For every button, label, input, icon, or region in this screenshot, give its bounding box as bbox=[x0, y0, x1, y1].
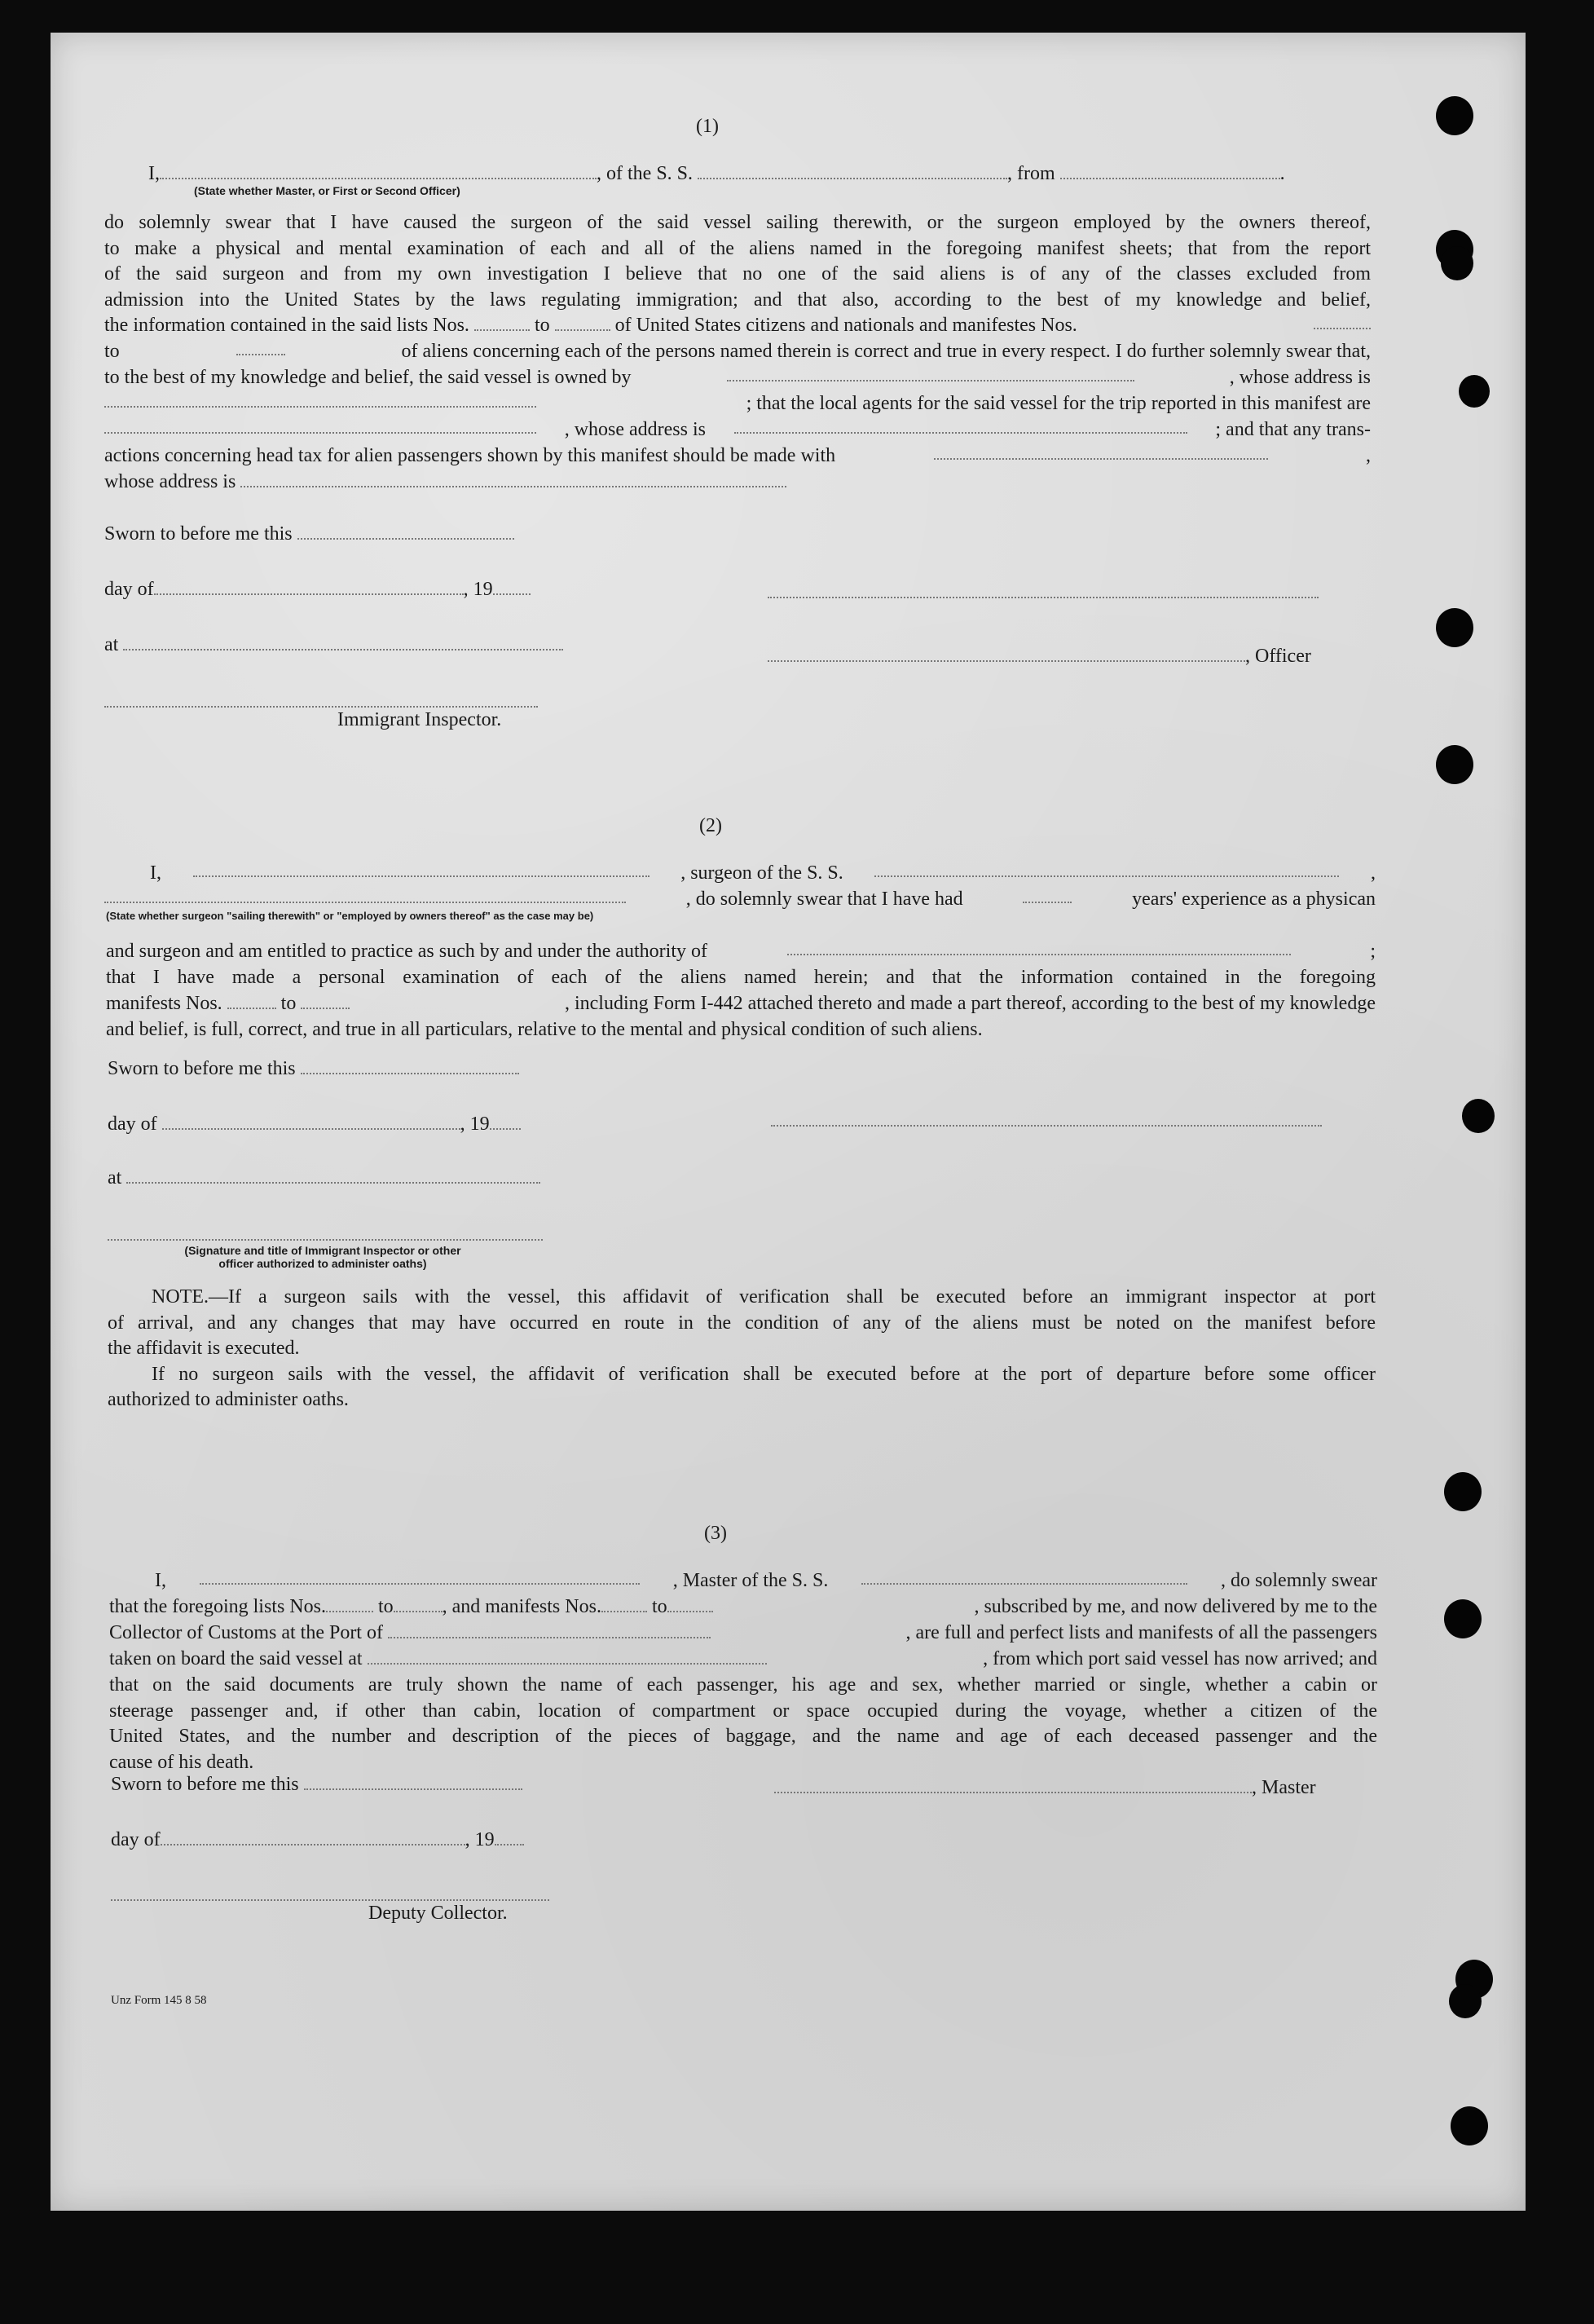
s1-line-whose: , whose address is ; and that any trans- bbox=[104, 417, 1371, 443]
punch-hole bbox=[1449, 1984, 1482, 2018]
punch-hole bbox=[1436, 745, 1473, 784]
s2-sig-note: (Signature and title of Immigrant Inspector or other officer authorized to administer oaths) bbox=[184, 1244, 461, 1270]
s3-line-3: Collector of Customs at the Port of , are full and perfect lists and manifests of all the passengers bbox=[109, 1622, 1377, 1643]
s1-day-of: day of , 19 bbox=[104, 577, 531, 603]
s1-paragraph: do solemnly swear that I have caused the surgeon of the said vessel sailing therewith, or the surgeon employed by the owners thereof, to make a physical and mental examination of each and all of the aliens named in the foregoing manifest sheets; that from the report of the said surgeon and from my own investigation I believe that no one of the said aliens is of any of the classes excluded from admission into the United States by the laws regulating immigration; and that also, according to the best of my knowledge and belief, bbox=[104, 212, 1371, 311]
s1-sworn: Sworn to before me this bbox=[104, 522, 514, 548]
s1-line-actions: actions concerning head tax for alien passengers shown by this manifest should be made with , bbox=[104, 445, 1371, 466]
s1-line-1: I, , of the S. S. , from . bbox=[148, 163, 1285, 184]
s1-at: at bbox=[104, 633, 563, 659]
s2-note: NOTE.—If a surgeon sails with the vessel, this affidavit of verification shall be executed before an immigrant inspector at port of arrival, and any changes that may have occurred en route in the condition of any of the aliens must be noted on the manifest before the affidavit is executed. If no surgeon sails with the vessel, the affidavit of verification shall be executed before at the port of departure before some officer authorized to administer oaths. bbox=[108, 1286, 1376, 1410]
s2-line-5: manifests Nos. to , including Form I-442 attached thereto and made a part thereof, according to the best of my knowledge bbox=[106, 993, 1376, 1014]
punch-hole bbox=[1462, 1099, 1495, 1133]
s1-inspector: Immigrant Inspector. bbox=[337, 709, 502, 730]
s3-sworn: Sworn to before me this bbox=[111, 1772, 522, 1798]
section-3-number: (3) bbox=[704, 1523, 727, 1544]
punch-hole bbox=[1441, 246, 1473, 280]
s2-sworn: Sworn to before me this bbox=[108, 1056, 519, 1083]
punch-hole bbox=[1451, 2106, 1488, 2145]
punch-hole bbox=[1459, 375, 1490, 408]
s2-line-1: I, , surgeon of the S. S. , bbox=[150, 862, 1376, 884]
s3-deputy: Deputy Collector. bbox=[368, 1903, 508, 1924]
punch-hole bbox=[1444, 1599, 1482, 1638]
s2-line-3: and surgeon and am entitled to practice as such by and under the authority of ; bbox=[106, 941, 1376, 962]
s3-line-4: taken on board the said vessel at , from which port said vessel has now arrived; and bbox=[109, 1648, 1377, 1669]
s2-line-4: that I have made a personal examination of each of the aliens named herein; and that the information contained in the foregoing bbox=[106, 967, 1376, 988]
s3-line-2: that the foregoing lists Nos. to , and manifests Nos. to , subscribed by me, and now delivered by me to the bbox=[109, 1596, 1377, 1617]
section-2-number: (2) bbox=[699, 815, 722, 836]
s1-signature-line bbox=[768, 580, 1319, 606]
s1-line-lists: the information contained in the said lists Nos. to of United States citizens and nationals and manifestes Nos. bbox=[104, 313, 1371, 339]
document-sheet bbox=[51, 33, 1526, 2211]
form-id: Unz Form 145 8 58 bbox=[111, 1994, 207, 2007]
s2-at: at bbox=[108, 1166, 540, 1192]
s2-day-of: day of , 19 bbox=[108, 1112, 521, 1138]
s3-master-line: , Master bbox=[774, 1775, 1316, 1801]
s2-signature-line bbox=[771, 1109, 1322, 1135]
punch-hole bbox=[1436, 96, 1473, 135]
s1-officer-note: (State whether Master, or First or Second Officer) bbox=[194, 184, 460, 197]
s1-officer-line: , Officer bbox=[768, 644, 1311, 670]
punch-hole bbox=[1436, 608, 1473, 647]
s3-paragraph: that on the said documents are truly shown the name of each passenger, his age and sex, whether married or single, whether a cabin or steerage passenger and, if other than cabin, location of compartment or space occupied during the voyage, whether a citizen of the United States, and the number and description of the pieces of baggage, and the name and age of each deceased passenger and the cause of his death. bbox=[109, 1674, 1377, 1773]
punch-hole bbox=[1444, 1472, 1482, 1511]
section-1-number: (1) bbox=[696, 116, 719, 137]
s1-line-to: to of aliens concerning each of the persons named therein is correct and true in every respect. I do further solemnly swear that, bbox=[104, 341, 1371, 362]
s2-surgeon-note: (State whether surgeon "sailing therewith" or "employed by owners thereof" as the case may be) bbox=[106, 910, 594, 922]
s3-day-of: day of , 19 bbox=[111, 1828, 524, 1854]
s3-line-1: I, , Master of the S. S. , do solemnly swear bbox=[155, 1570, 1377, 1591]
s1-line-owned: to the best of my knowledge and belief, the said vessel is owned by , whose address is bbox=[104, 367, 1371, 388]
s1-line-whose2: whose address is bbox=[104, 470, 786, 496]
s2-line-6: and belief, is full, correct, and true in all particulars, relative to the mental and physical condition of such aliens. bbox=[106, 1019, 983, 1040]
s2-line-2: , do solemnly swear that I have had years' experience as a physican bbox=[104, 887, 1376, 913]
s1-line-agents: ; that the local agents for the said vessel for the trip reported in this manifest are bbox=[104, 391, 1371, 417]
